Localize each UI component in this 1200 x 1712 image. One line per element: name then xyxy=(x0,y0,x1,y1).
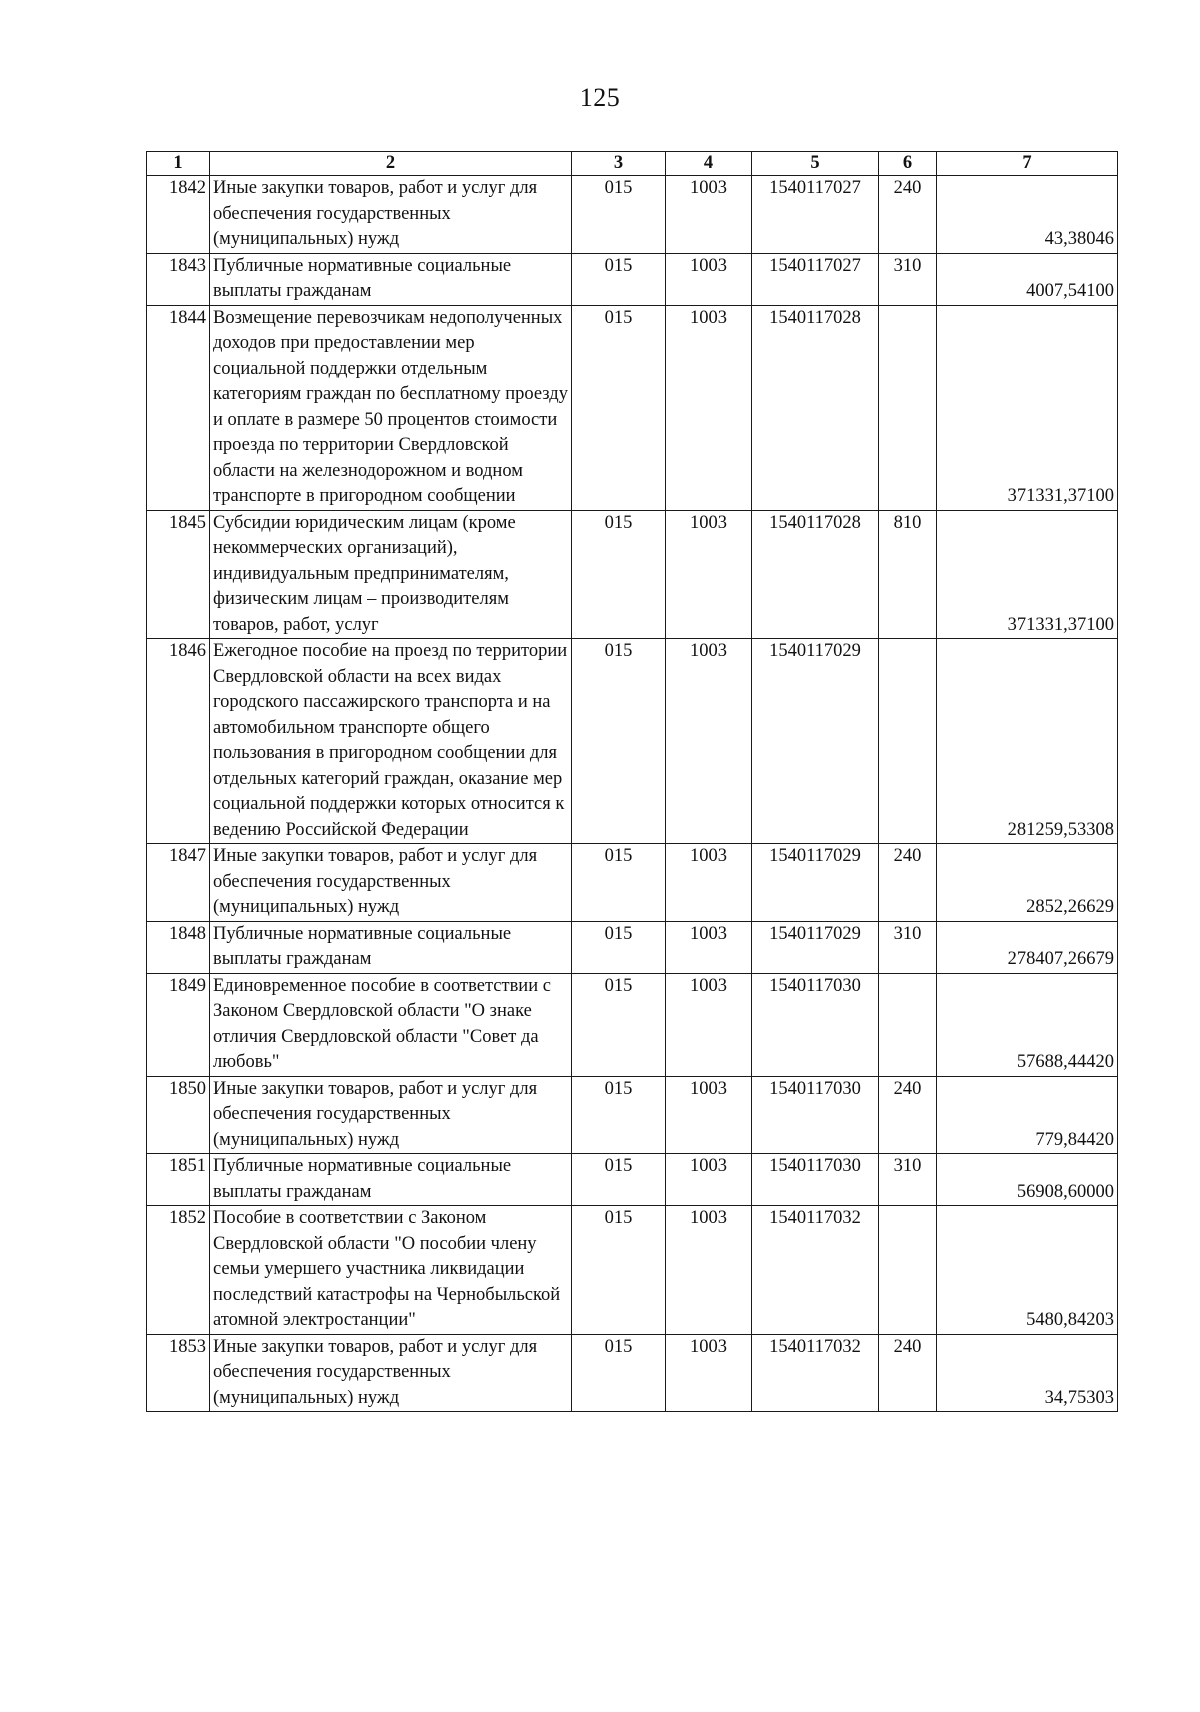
row-col4: 1003 xyxy=(666,1206,752,1335)
row-col5: 1540117029 xyxy=(752,921,879,973)
row-col6: 310 xyxy=(879,921,937,973)
row-col4: 1003 xyxy=(666,844,752,922)
header-col-7: 7 xyxy=(937,152,1118,176)
row-col3: 015 xyxy=(572,1206,666,1335)
row-name: Публичные нормативные социальные выплаты гражданам xyxy=(210,253,572,305)
row-col5: 1540117029 xyxy=(752,844,879,922)
row-col3: 015 xyxy=(572,639,666,844)
row-sum: 5480,84203 xyxy=(937,1206,1118,1335)
table-row xyxy=(147,973,1118,1076)
row-col4: 1003 xyxy=(666,973,752,1076)
row-number: 1845 xyxy=(147,510,210,639)
row-col5: 1540117028 xyxy=(752,510,879,639)
header-col-6: 6 xyxy=(879,152,937,176)
row-name: Субсидии юридическим лицам (кроме некоммерческих организаций), индивидуальным предпринимателям, физическим лицам – производителям товаров, работ, услуг xyxy=(210,510,572,639)
row-sum: 43,38046 xyxy=(937,176,1118,254)
row-col4: 1003 xyxy=(666,1334,752,1412)
row-col6 xyxy=(879,973,937,1076)
row-sum: 57688,44420 xyxy=(937,973,1118,1076)
row-col3: 015 xyxy=(572,253,666,305)
row-col5: 1540117027 xyxy=(752,253,879,305)
row-col3: 015 xyxy=(572,510,666,639)
row-number: 1852 xyxy=(147,1206,210,1335)
row-col4: 1003 xyxy=(666,510,752,639)
row-col5: 1540117027 xyxy=(752,176,879,254)
table-header-row xyxy=(147,152,1118,176)
row-name: Единовременное пособие в соответствии с Законом Свердловской области "О знаке отличия Свердловской области "Совет да любовь" xyxy=(210,973,572,1076)
row-col5: 1540117032 xyxy=(752,1334,879,1412)
header-col-4: 4 xyxy=(666,152,752,176)
row-number: 1853 xyxy=(147,1334,210,1412)
row-col3: 015 xyxy=(572,176,666,254)
table-row xyxy=(147,1334,1118,1412)
header-col-3: 3 xyxy=(572,152,666,176)
row-col5: 1540117030 xyxy=(752,973,879,1076)
row-sum: 4007,54100 xyxy=(937,253,1118,305)
row-col6 xyxy=(879,1206,937,1335)
row-col5: 1540117029 xyxy=(752,639,879,844)
row-sum: 34,75303 xyxy=(937,1334,1118,1412)
row-col3: 015 xyxy=(572,305,666,510)
header-col-2: 2 xyxy=(210,152,572,176)
row-name: Иные закупки товаров, работ и услуг для обеспечения государственных (муниципальных) нужд xyxy=(210,844,572,922)
row-number: 1844 xyxy=(147,305,210,510)
row-col4: 1003 xyxy=(666,305,752,510)
row-name: Ежегодное пособие на проезд по территории Свердловской области на всех видах городского пассажирского транспорта и на автомобильном транспорте общего пользования в пригородном сообщении для отдельных категорий граждан, оказание мер социальной поддержки которых относится к ведению Российской Федерации xyxy=(210,639,572,844)
row-col6: 810 xyxy=(879,510,937,639)
table-row xyxy=(147,639,1118,844)
row-number: 1849 xyxy=(147,973,210,1076)
header-col-5: 5 xyxy=(752,152,879,176)
row-sum: 281259,53308 xyxy=(937,639,1118,844)
row-col6 xyxy=(879,639,937,844)
row-col6: 240 xyxy=(879,844,937,922)
row-name: Иные закупки товаров, работ и услуг для обеспечения государственных (муниципальных) нужд xyxy=(210,1334,572,1412)
header-col-1: 1 xyxy=(147,152,210,176)
row-sum: 779,84420 xyxy=(937,1076,1118,1154)
row-col5: 1540117030 xyxy=(752,1076,879,1154)
row-name: Публичные нормативные социальные выплаты гражданам xyxy=(210,921,572,973)
page-number: 125 xyxy=(579,83,621,112)
row-number: 1851 xyxy=(147,1154,210,1206)
row-number: 1847 xyxy=(147,844,210,922)
table-row xyxy=(147,305,1118,510)
row-number: 1843 xyxy=(147,253,210,305)
row-name: Иные закупки товаров, работ и услуг для обеспечения государственных (муниципальных) нужд xyxy=(210,1076,572,1154)
row-col4: 1003 xyxy=(666,921,752,973)
row-number: 1848 xyxy=(147,921,210,973)
row-col3: 015 xyxy=(572,1076,666,1154)
table-row xyxy=(147,1076,1118,1154)
row-number: 1850 xyxy=(147,1076,210,1154)
table-row xyxy=(147,510,1118,639)
row-col3: 015 xyxy=(572,1154,666,1206)
row-col5: 1540117032 xyxy=(752,1206,879,1335)
row-col6 xyxy=(879,305,937,510)
row-col4: 1003 xyxy=(666,176,752,254)
row-col4: 1003 xyxy=(666,1076,752,1154)
row-name: Возмещение перевозчикам недополученных доходов при предоставлении мер социальной поддержки отдельным категориям граждан по бесплатному проезду и оплате в размере 50 процентов стоимости проезда по территории Свердловской области на железнодорожном и водном транспорте в пригородном сообщении xyxy=(210,305,572,510)
row-col5: 1540117030 xyxy=(752,1154,879,1206)
row-sum: 371331,37100 xyxy=(937,305,1118,510)
table-row xyxy=(147,1154,1118,1206)
row-col4: 1003 xyxy=(666,253,752,305)
budget-table xyxy=(146,151,1118,1412)
row-name: Иные закупки товаров, работ и услуг для обеспечения государственных (муниципальных) нужд xyxy=(210,176,572,254)
row-col5: 1540117028 xyxy=(752,305,879,510)
row-sum: 278407,26679 xyxy=(937,921,1118,973)
row-col4: 1003 xyxy=(666,639,752,844)
row-col6: 240 xyxy=(879,176,937,254)
row-col3: 015 xyxy=(572,844,666,922)
row-name: Пособие в соответствии с Законом Свердловской области "О пособии члену семьи умершего участника ликвидации последствий катастрофы на Чернобыльской атомной электростанции" xyxy=(210,1206,572,1335)
row-col3: 015 xyxy=(572,973,666,1076)
table-row xyxy=(147,176,1118,254)
row-col6: 240 xyxy=(879,1334,937,1412)
table-row xyxy=(147,921,1118,973)
table-row xyxy=(147,1206,1118,1335)
row-number: 1846 xyxy=(147,639,210,844)
row-sum: 371331,37100 xyxy=(937,510,1118,639)
row-name: Публичные нормативные социальные выплаты гражданам xyxy=(210,1154,572,1206)
row-sum: 56908,60000 xyxy=(937,1154,1118,1206)
row-sum: 2852,26629 xyxy=(937,844,1118,922)
row-col3: 015 xyxy=(572,921,666,973)
row-col6: 310 xyxy=(879,253,937,305)
table-row xyxy=(147,844,1118,922)
row-col4: 1003 xyxy=(666,1154,752,1206)
table-row xyxy=(147,253,1118,305)
row-col6: 240 xyxy=(879,1076,937,1154)
row-col3: 015 xyxy=(572,1334,666,1412)
row-number: 1842 xyxy=(147,176,210,254)
row-col6: 310 xyxy=(879,1154,937,1206)
